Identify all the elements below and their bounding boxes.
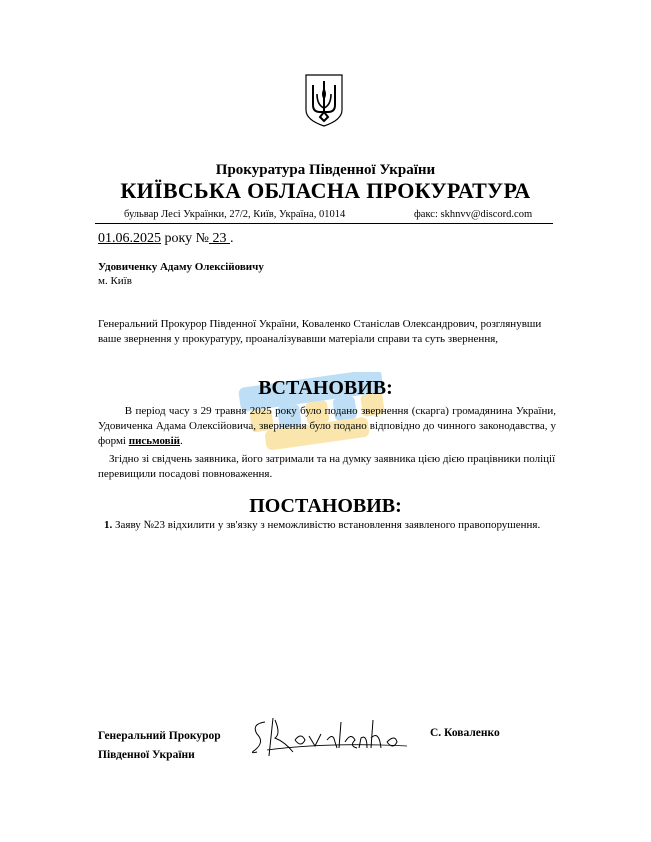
- submission-form: письмовій: [128, 435, 181, 447]
- document-number: [209, 231, 230, 246]
- organization-name: Прокуратура Південної України: [215, 162, 436, 178]
- signatory-title: [98, 727, 221, 765]
- testimony-text: Згідно зі свідчень заявника, його затримали та на думку заявника цією дією працівники поліції перевищили посадові повноваження.: [98, 453, 556, 480]
- trident-icon: [303, 72, 345, 128]
- established-paragraph: [98, 404, 556, 449]
- signatory-title-line2: Південної України: [98, 749, 195, 761]
- office-address: бульвар Лесі Українки, 27/2, Київ, Україна, 01014: [124, 209, 346, 220]
- document-number-value: 23: [212, 231, 227, 246]
- resolution-item-text: Заяву №23 відхилити у зв'язку з неможливістю встановлення заявленого правопорушення.: [115, 519, 541, 531]
- document-date: 01.06.2025: [98, 231, 161, 246]
- office-fax: факс: skhnvv@discord.com: [414, 209, 533, 220]
- established-heading: ВСТАНОВИВ:: [258, 377, 393, 399]
- intro-paragraph: Генеральний Прокурор Південної України, Коваленко Станіслав Олександрович, розглянувши ваше звернення у прокуратуру, проаналізувавши матеріали справи та суть звернення,: [98, 318, 542, 345]
- resolution-item-number: 1.: [104, 519, 113, 531]
- resolution-item: [104, 519, 564, 531]
- addressee-city: м. Київ: [98, 275, 132, 287]
- addressee-name: Удовиченку Адаму Олексійовичу: [98, 261, 264, 273]
- number-sign: №: [195, 231, 209, 246]
- header-divider: [95, 223, 553, 224]
- date-number-line: [98, 231, 233, 247]
- signatory-title-line1: Генеральний Прокурор: [98, 730, 221, 742]
- handwritten-signature: [247, 712, 415, 762]
- established-end: .: [180, 435, 183, 447]
- number-suffix: .: [229, 231, 234, 246]
- testimony-paragraph: [98, 452, 556, 482]
- established-text: В період часу з 29 травня 2025 року було подано звернення (скарга) громадянина України, Удовиченка Адама Олексійовича, звернення було подано відповідно до чинного законодавства, у формі: [98, 405, 557, 447]
- office-name: КИЇВСЬКА ОБЛАСНА ПРОКУРАТУРА: [120, 178, 531, 203]
- signatory-name: С. Коваленко: [430, 727, 500, 739]
- resolved-heading: ПОСТАНОВИВ:: [249, 495, 402, 517]
- year-word: року: [164, 231, 193, 246]
